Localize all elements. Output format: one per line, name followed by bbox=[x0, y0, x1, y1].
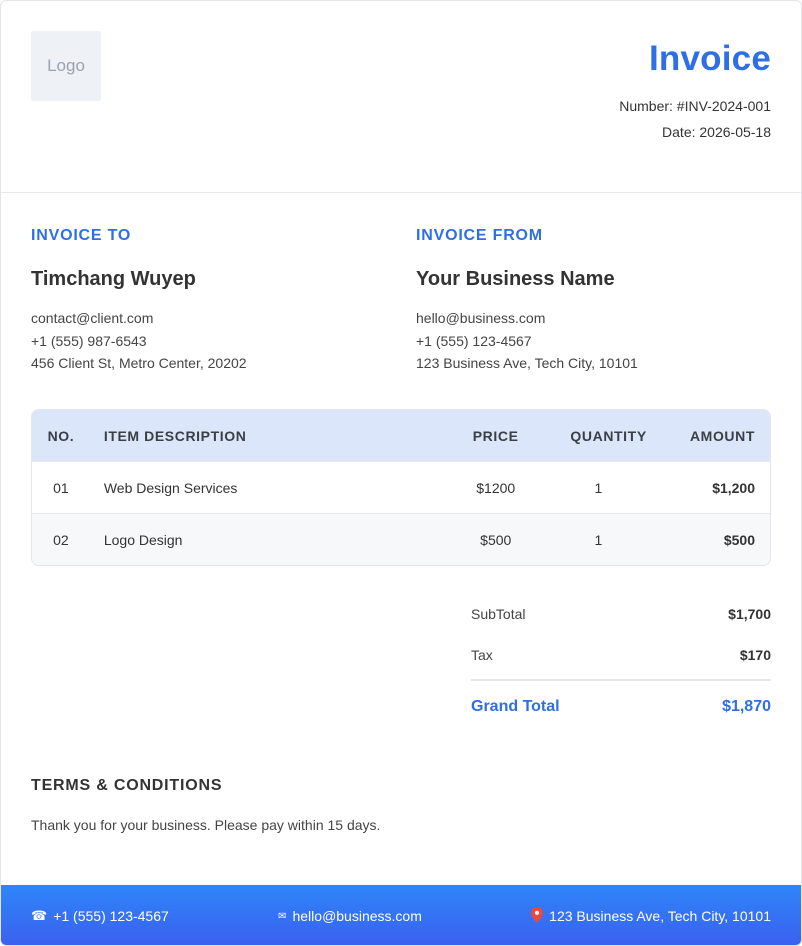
grand-total-label: Grand Total bbox=[471, 698, 560, 715]
client-email: contact@client.com bbox=[31, 310, 154, 326]
footer-phone-text: +1 (555) 123-4567 bbox=[53, 908, 169, 924]
footer-email-text: hello@business.com bbox=[292, 908, 422, 924]
col-header-description: ITEM DESCRIPTION bbox=[103, 427, 247, 444]
client-name: Timchang Wuyep bbox=[31, 268, 196, 290]
client-address: 456 Client St, Metro Center, 20202 bbox=[31, 355, 247, 371]
terms-title: TERMS & CONDITIONS bbox=[31, 777, 223, 794]
col-header-no: NO. bbox=[47, 427, 75, 444]
table-row bbox=[32, 461, 770, 513]
footer-email bbox=[278, 908, 422, 924]
terms-text: Thank you for your business. Please pay within 15 days. bbox=[31, 817, 381, 833]
table-header-row bbox=[32, 410, 770, 461]
logo-placeholder bbox=[31, 31, 101, 101]
cell-no: 01 bbox=[53, 479, 69, 496]
mail-icon: ✉ bbox=[278, 910, 287, 922]
footer-phone bbox=[31, 908, 169, 924]
invoice-from-section bbox=[416, 227, 746, 375]
tax-row bbox=[471, 638, 771, 679]
cell-price: $1200 bbox=[476, 479, 516, 496]
business-address: 123 Business Ave, Tech City, 10101 bbox=[416, 355, 638, 371]
col-header-amount: AMOUNT bbox=[689, 427, 756, 444]
invoice-footer bbox=[1, 885, 801, 946]
map-pin-icon bbox=[531, 907, 543, 926]
line-items-table bbox=[31, 409, 771, 566]
invoice-to-section bbox=[31, 227, 361, 375]
totals-divider bbox=[471, 679, 771, 681]
grand-total-row bbox=[471, 698, 771, 716]
subtotal-label: SubTotal bbox=[471, 606, 526, 622]
tax-label: Tax bbox=[471, 647, 493, 663]
cell-quantity: 1 bbox=[594, 531, 603, 548]
client-phone: +1 (555) 987-6543 bbox=[31, 332, 147, 349]
cell-quantity: 1 bbox=[594, 479, 603, 496]
invoice-from-label: INVOICE FROM bbox=[416, 227, 543, 244]
tax-value: $170 bbox=[739, 647, 771, 663]
business-phone: +1 (555) 123-4567 bbox=[416, 332, 532, 349]
totals-section bbox=[471, 597, 771, 716]
grand-total-value: $1,870 bbox=[722, 698, 771, 715]
invoice-header bbox=[1, 1, 801, 193]
cell-description: Logo Design bbox=[103, 531, 183, 548]
invoice-date: Date: 2026-05-18 bbox=[662, 124, 771, 140]
business-name: Your Business Name bbox=[416, 268, 615, 290]
invoice-number: Number: #INV-2024-001 bbox=[619, 98, 771, 114]
phone-icon: ☎ bbox=[31, 908, 48, 923]
cell-amount: $1,200 bbox=[712, 479, 756, 496]
business-email: hello@business.com bbox=[416, 310, 546, 326]
cell-no: 02 bbox=[53, 531, 69, 548]
logo-text: Logo bbox=[47, 56, 85, 75]
col-header-price: PRICE bbox=[472, 427, 519, 444]
invoice-to-label: INVOICE TO bbox=[31, 227, 132, 244]
subtotal-row bbox=[471, 597, 771, 638]
cell-amount: $500 bbox=[723, 531, 756, 548]
cell-description: Web Design Services bbox=[103, 479, 238, 496]
col-header-quantity: QUANTITY bbox=[570, 427, 647, 444]
subtotal-value: $1,700 bbox=[728, 606, 771, 622]
footer-address bbox=[531, 907, 771, 926]
footer-address-text: 123 Business Ave, Tech City, 10101 bbox=[549, 908, 771, 924]
cell-price: $500 bbox=[480, 531, 512, 548]
invoice-title: Invoice bbox=[648, 39, 771, 78]
table-row bbox=[32, 513, 770, 565]
